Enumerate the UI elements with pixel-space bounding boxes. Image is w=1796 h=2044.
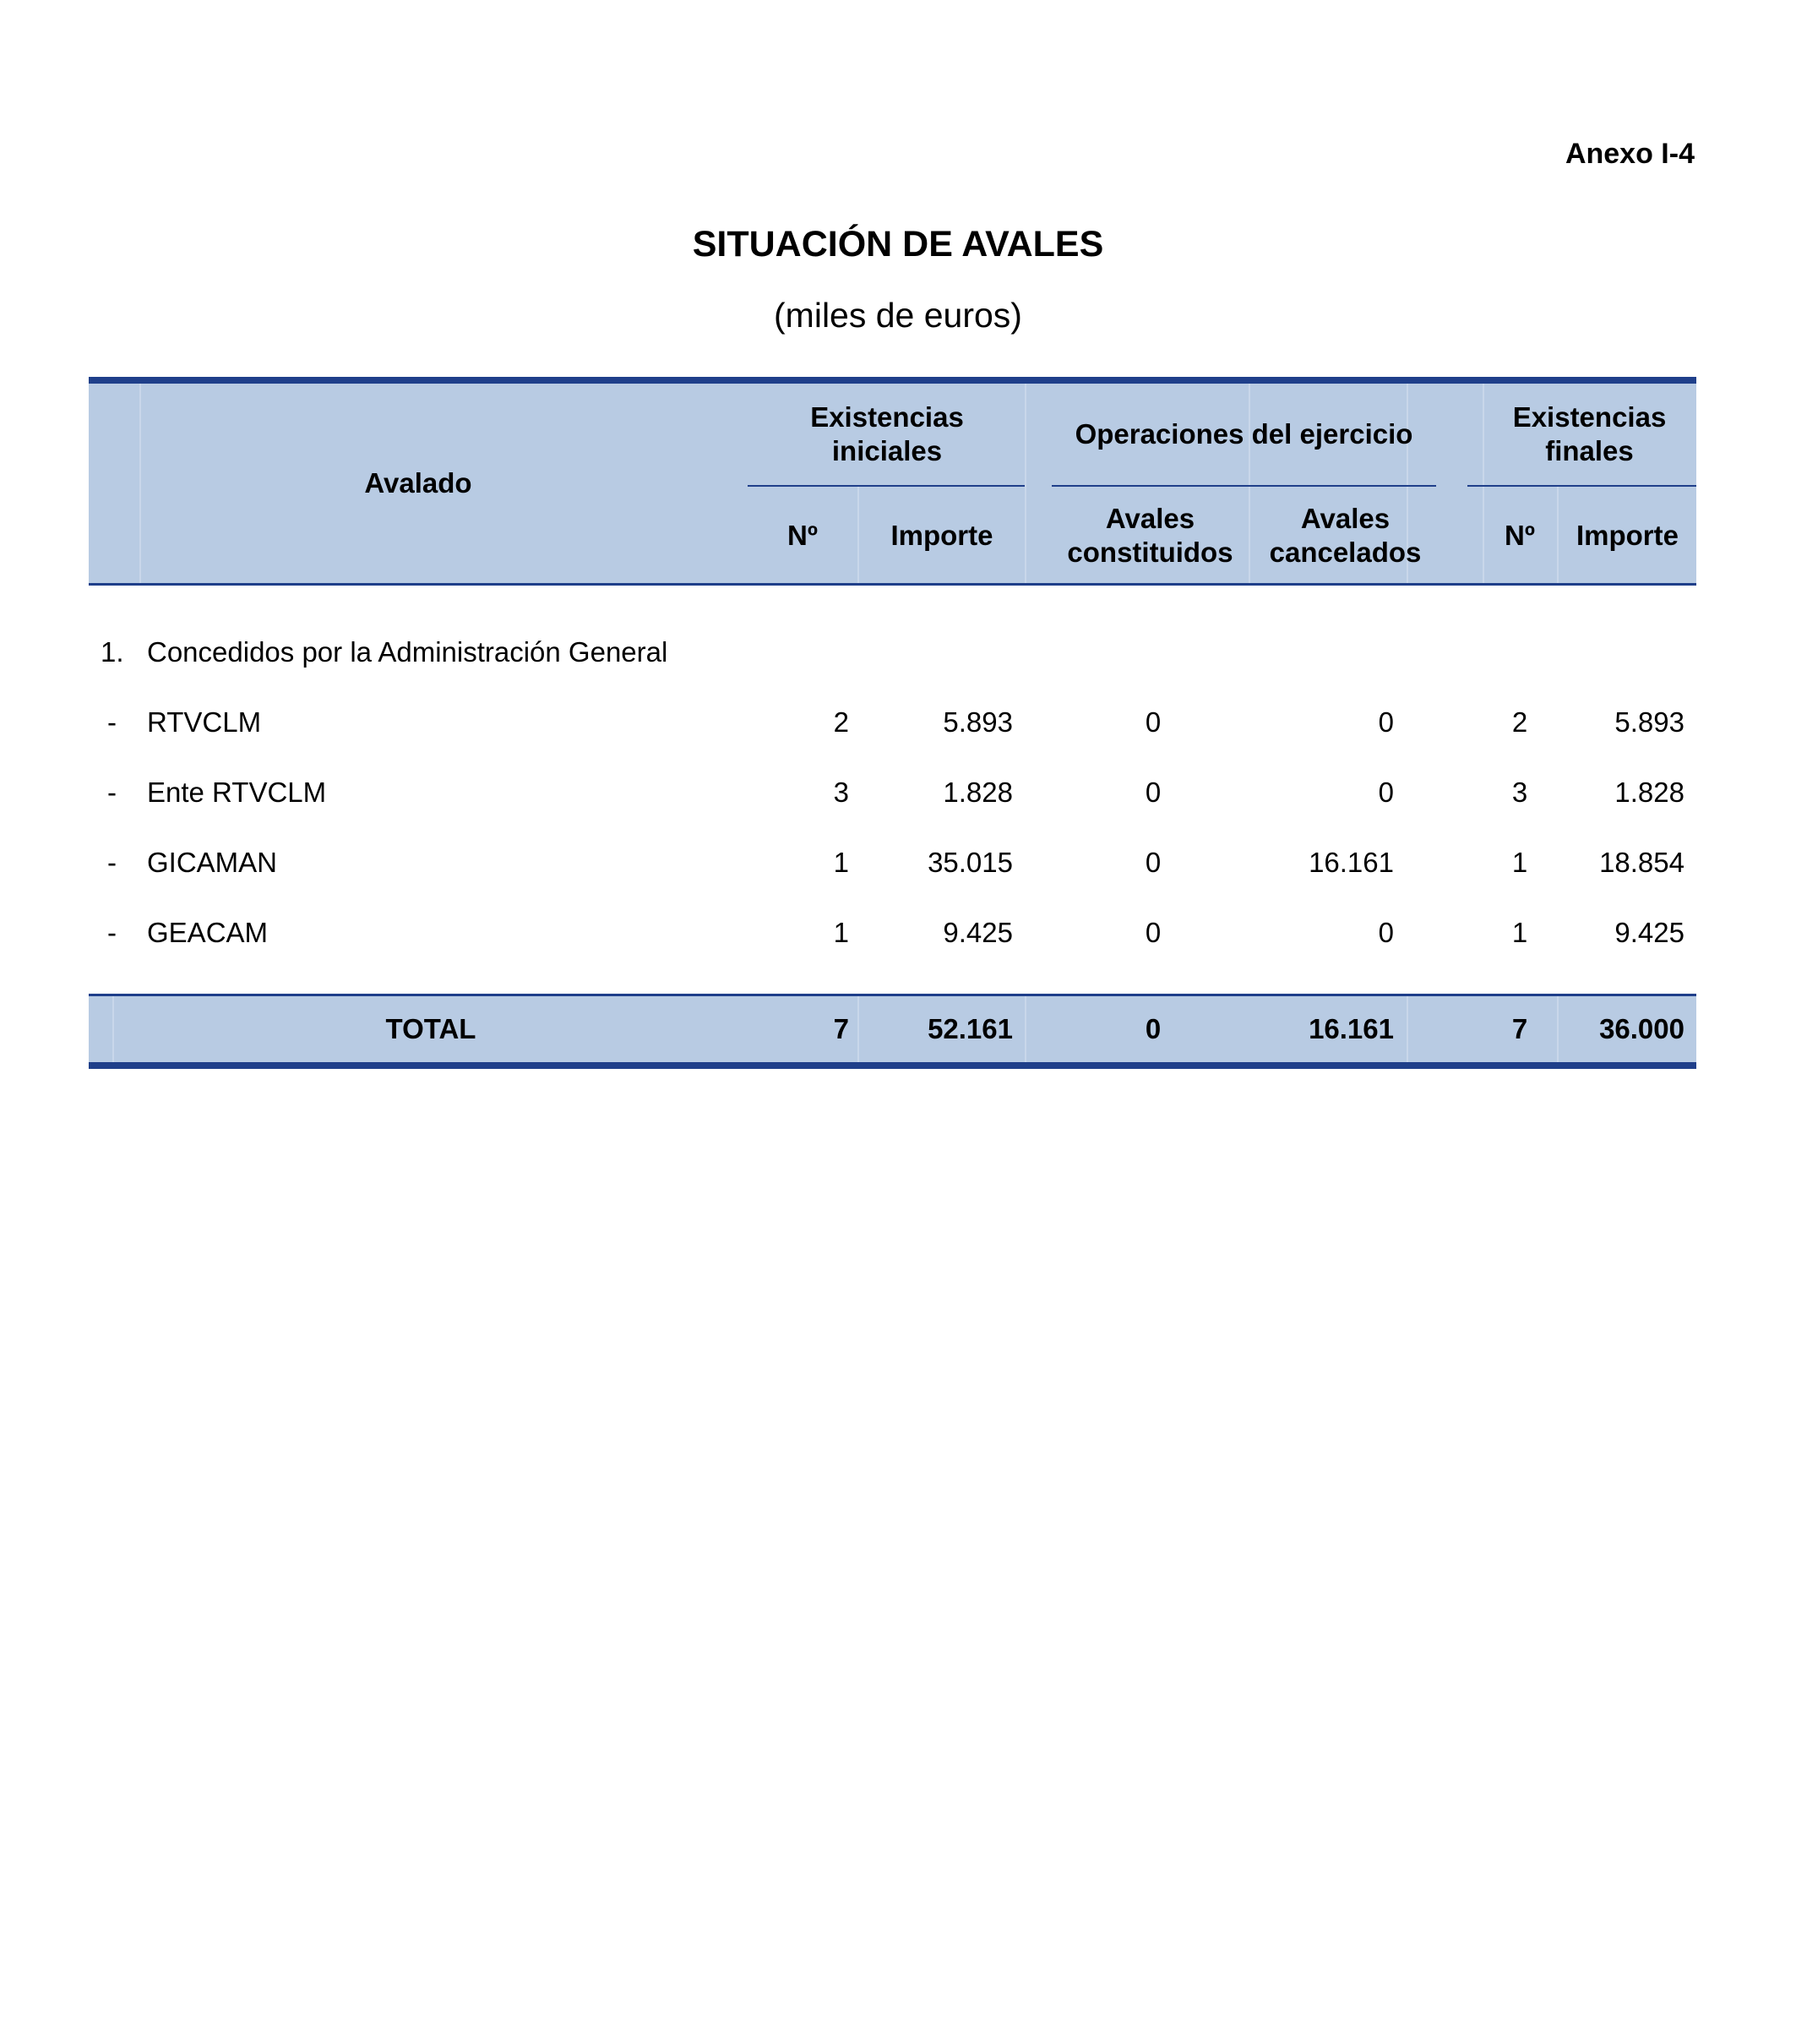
header-n-fin: Nº xyxy=(1505,520,1535,551)
total-importe-fin: 36.000 xyxy=(1599,1013,1684,1044)
total-constituidos: 0 xyxy=(1145,1013,1162,1044)
row-name: GICAMAN xyxy=(147,847,278,878)
section-row xyxy=(89,627,1696,678)
total-bottom-border xyxy=(89,1062,1696,1069)
row-n-fin: 1 xyxy=(1511,847,1528,878)
row-constituidos: 0 xyxy=(1145,847,1162,878)
row-n-ini: 1 xyxy=(833,917,849,948)
row-importe-ini: 5.893 xyxy=(943,706,1013,738)
table-row xyxy=(89,908,1696,958)
table-header xyxy=(89,384,1696,583)
page-title: SITUACIÓN DE AVALES xyxy=(692,224,1104,264)
group-underline-finales xyxy=(1467,485,1696,487)
table-row xyxy=(89,697,1696,748)
total-row xyxy=(89,996,1696,1062)
row-constituidos: 0 xyxy=(1145,706,1162,738)
row-bullet: - xyxy=(107,706,117,738)
header-importe-fin: Importe xyxy=(1576,520,1679,551)
header-operaciones: Operaciones del ejercicio xyxy=(1075,418,1413,450)
header-existencias-iniciales: Existencias iniciales xyxy=(810,401,964,466)
row-name: RTVCLM xyxy=(147,706,262,738)
row-importe-ini: 9.425 xyxy=(943,917,1013,948)
total-label: TOTAL xyxy=(385,1013,476,1044)
row-importe-fin: 5.893 xyxy=(1614,706,1684,738)
header-cancelados: Avales cancelados xyxy=(1269,503,1422,568)
row-name: Ente RTVCLM xyxy=(147,777,327,808)
total-cancelados: 16.161 xyxy=(1309,1013,1394,1044)
header-bottom-border xyxy=(89,583,1696,586)
row-cancelados: 0 xyxy=(1378,777,1394,808)
row-cancelados: 0 xyxy=(1378,706,1394,738)
row-cancelados: 0 xyxy=(1378,917,1394,948)
table-row xyxy=(89,767,1696,818)
row-n-fin: 3 xyxy=(1511,777,1528,808)
row-importe-ini: 35.015 xyxy=(928,847,1013,878)
section-label: Concedidos por la Administración General xyxy=(147,636,668,668)
header-constituidos: Avales constituidos xyxy=(1067,503,1233,568)
row-bullet: - xyxy=(107,777,117,808)
row-n-fin: 1 xyxy=(1511,917,1528,948)
row-importe-fin: 9.425 xyxy=(1614,917,1684,948)
row-constituidos: 0 xyxy=(1145,917,1162,948)
total-importe-ini: 52.161 xyxy=(928,1013,1013,1044)
header-importe-ini: Importe xyxy=(890,520,993,551)
table-top-border xyxy=(89,377,1696,384)
table-row xyxy=(89,837,1696,888)
row-importe-fin: 18.854 xyxy=(1599,847,1684,878)
header-avalado: Avalado xyxy=(364,467,472,499)
row-importe-ini: 1.828 xyxy=(943,777,1013,808)
group-underline-operaciones xyxy=(1052,485,1436,487)
row-bullet: - xyxy=(107,917,117,948)
annex-label: Anexo I-4 xyxy=(1565,138,1695,170)
row-name: GEACAM xyxy=(147,917,269,948)
row-n-ini: 1 xyxy=(833,847,849,878)
total-n-ini: 7 xyxy=(833,1013,849,1044)
page-subtitle: (miles de euros) xyxy=(774,296,1022,335)
row-cancelados: 16.161 xyxy=(1309,847,1394,878)
row-importe-fin: 1.828 xyxy=(1614,777,1684,808)
row-n-ini: 3 xyxy=(833,777,849,808)
section-index: 1. xyxy=(101,636,124,668)
row-bullet: - xyxy=(107,847,117,878)
row-n-ini: 2 xyxy=(833,706,849,738)
total-n-fin: 7 xyxy=(1511,1013,1528,1044)
header-existencias-finales: Existencias finales xyxy=(1512,401,1667,466)
header-separator xyxy=(1025,384,1026,583)
group-underline-iniciales xyxy=(748,485,1025,487)
row-n-fin: 2 xyxy=(1511,706,1528,738)
row-constituidos: 0 xyxy=(1145,777,1162,808)
header-n-ini: Nº xyxy=(787,520,818,551)
